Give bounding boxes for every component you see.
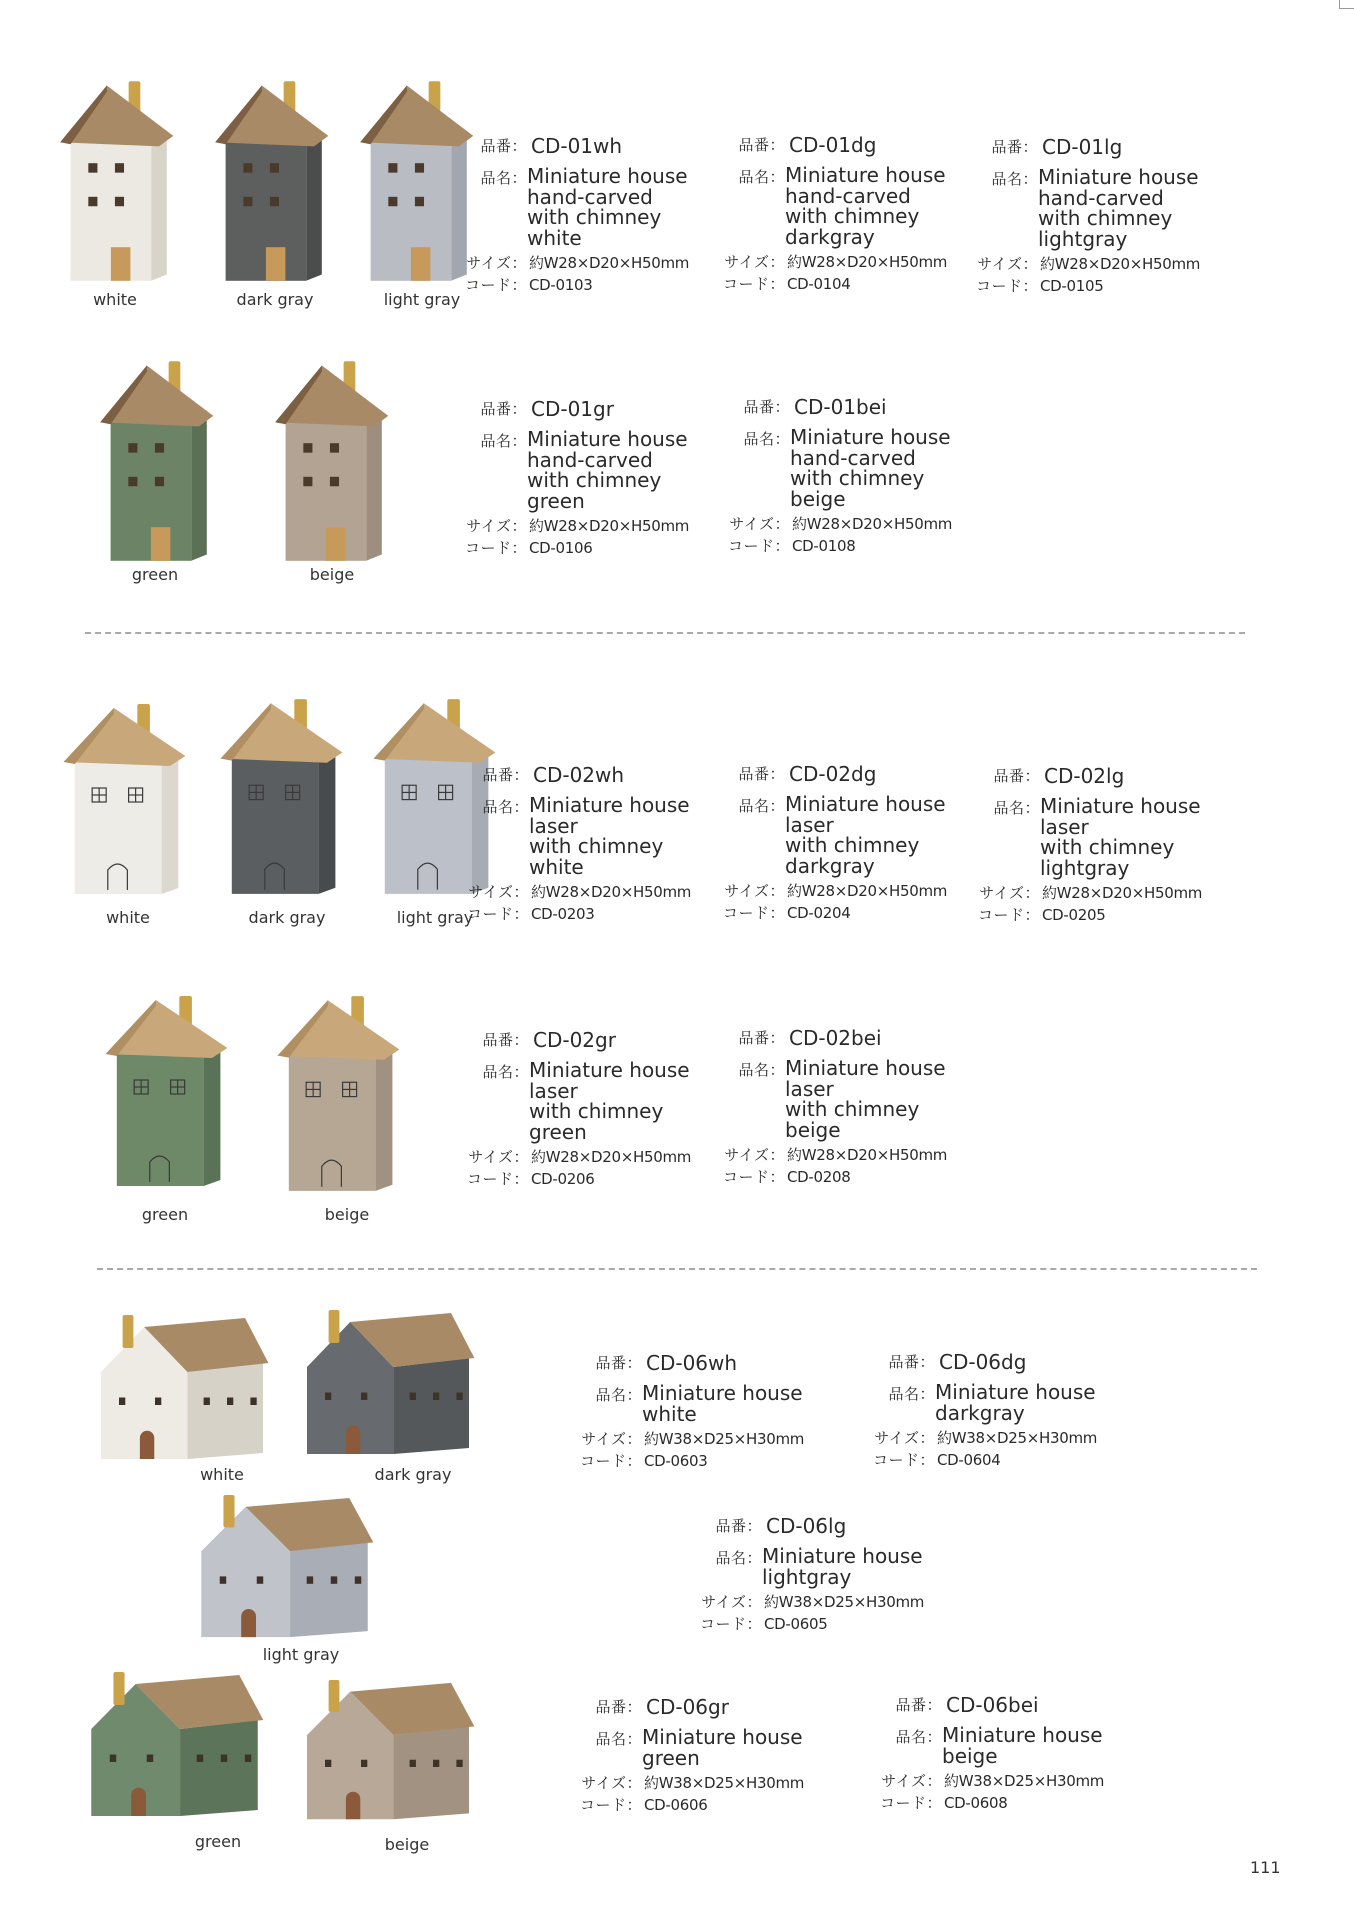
product-cd06wh xyxy=(579,1350,805,1472)
product-name-label: 品名： xyxy=(480,432,527,450)
product-number: CD-02lg xyxy=(1044,764,1125,788)
product-size-label: サイズ： xyxy=(874,1429,935,1447)
product-cd02bei xyxy=(722,1025,948,1188)
product-size: 約W28×D20×H50mm xyxy=(1040,255,1201,273)
product-name-label: 品名： xyxy=(595,1730,642,1748)
product-number: CD-02dg xyxy=(789,762,877,786)
product-code-label: コード： xyxy=(722,275,785,293)
product-size: 約W28×D20×H50mm xyxy=(787,882,948,900)
product-name-line: darkgray xyxy=(785,853,875,878)
product-name-label: 品名： xyxy=(595,1386,642,1404)
product-name-label: 品名： xyxy=(738,1061,785,1079)
swatch-caption-beige: beige xyxy=(384,1835,430,1854)
product-name-line: hand-carved xyxy=(790,445,916,470)
product-size: 約W28×D20×H50mm xyxy=(787,1146,948,1164)
house-photo-cd01gr xyxy=(95,355,225,565)
product-cd01bei xyxy=(727,394,953,557)
product-code: CD-0604 xyxy=(937,1451,1001,1469)
product-number-label: 品番： xyxy=(715,1517,762,1535)
product-name-line: darkgray xyxy=(785,224,875,249)
product-cd01gr xyxy=(464,396,690,559)
product-name-line: hand-carved xyxy=(527,447,653,472)
product-number: CD-01gr xyxy=(531,397,614,421)
product-code: CD-0606 xyxy=(644,1796,708,1814)
product-code: CD-0206 xyxy=(531,1170,595,1188)
product-name-line: green xyxy=(642,1745,700,1770)
product-code-label: コード： xyxy=(975,277,1038,295)
product-cd01wh xyxy=(464,133,690,296)
swatch-caption-white: white xyxy=(200,1465,244,1484)
product-name-line: green xyxy=(529,1119,587,1144)
product-name-line: laser xyxy=(785,1076,834,1101)
crop-mark xyxy=(1339,0,1354,9)
product-number: CD-01wh xyxy=(531,134,623,158)
product-size-label: サイズ： xyxy=(466,517,527,535)
house-photo-cd06wh xyxy=(92,1315,272,1465)
product-name-line: Miniature house xyxy=(1040,794,1201,818)
swatch-caption-white: white xyxy=(93,290,137,309)
product-size: 約W28×D20×H50mm xyxy=(787,253,948,271)
swatch-caption-white: white xyxy=(106,908,150,927)
product-number: CD-06bei xyxy=(946,1693,1039,1717)
product-name-line: with chimney xyxy=(1040,835,1175,859)
product-size-label: サイズ： xyxy=(724,253,785,271)
product-name-line: white xyxy=(527,225,582,250)
swatch-caption-beige: beige xyxy=(309,565,355,584)
product-size-label: サイズ： xyxy=(729,515,790,533)
product-number-label: 品番： xyxy=(991,138,1038,156)
product-name-line: white xyxy=(529,854,584,879)
product-name-line: laser xyxy=(529,813,578,838)
house-photo-cd02wh xyxy=(58,698,198,898)
product-number-label: 品番： xyxy=(738,136,785,154)
product-number-label: 品番： xyxy=(895,1696,942,1714)
product-code-label: コード： xyxy=(722,1168,785,1186)
product-name-line: Miniature house xyxy=(935,1380,1096,1404)
product-code-label: コード： xyxy=(872,1451,935,1469)
product-name-line: lightgray xyxy=(762,1564,852,1589)
product-number-label: 品番： xyxy=(738,765,785,783)
product-number-label: 品番： xyxy=(480,137,527,155)
product-number-label: 品番： xyxy=(482,1031,529,1049)
swatch-caption-beige: beige xyxy=(324,1205,370,1224)
product-size-label: サイズ： xyxy=(701,1593,762,1611)
swatch-caption-dark-gray: dark gray xyxy=(248,908,326,927)
product-code-label: コード： xyxy=(464,539,527,557)
product-name-line: darkgray xyxy=(935,1400,1025,1425)
product-size: 約W28×D20×H50mm xyxy=(531,883,692,901)
product-code: CD-0208 xyxy=(787,1168,851,1186)
swatch-caption-light-gray: light gray xyxy=(396,908,474,927)
product-code: CD-0203 xyxy=(531,905,595,923)
page-number: 111 xyxy=(1250,1858,1281,1877)
product-number-label: 品番： xyxy=(738,1029,785,1047)
product-cd02lg xyxy=(977,763,1203,926)
product-name-line: with chimney xyxy=(1038,206,1173,230)
product-number-label: 品番： xyxy=(595,1698,642,1716)
product-name-label: 品名： xyxy=(738,797,785,815)
product-number-label: 品番： xyxy=(595,1354,642,1372)
product-code: CD-0106 xyxy=(529,539,593,557)
product-name-line: Miniature house xyxy=(529,1058,690,1082)
product-size-label: サイズ： xyxy=(979,884,1040,902)
product-number: CD-02gr xyxy=(533,1028,616,1052)
product-cd02wh xyxy=(466,762,692,925)
product-code-label: コード： xyxy=(727,537,790,555)
product-code-label: コード： xyxy=(879,1794,942,1812)
section-divider xyxy=(85,632,1245,634)
product-size: 約W28×D20×H50mm xyxy=(792,515,953,533)
product-name-line: Miniature house xyxy=(529,793,690,817)
product-name-line: Miniature house xyxy=(785,163,946,187)
product-size-label: サイズ： xyxy=(977,255,1038,273)
product-code: CD-0103 xyxy=(529,276,593,294)
product-name-line: Miniature house xyxy=(942,1723,1103,1747)
product-code-label: コード： xyxy=(699,1615,762,1633)
product-name-line: with chimney xyxy=(529,1099,664,1123)
product-name-line: Miniature house xyxy=(785,792,946,816)
house-photo-cd01wh xyxy=(55,75,185,285)
product-name-line: laser xyxy=(785,812,834,837)
product-name-line: white xyxy=(642,1401,697,1426)
house-photo-cd02lg xyxy=(368,693,508,898)
product-name-line: beige xyxy=(790,486,846,511)
product-size: 約W38×D25×H30mm xyxy=(944,1772,1105,1790)
product-code: CD-0108 xyxy=(792,537,856,555)
product-size: 約W28×D20×H50mm xyxy=(531,1148,692,1166)
product-size: 約W38×D25×H30mm xyxy=(764,1593,925,1611)
product-name-line: hand-carved xyxy=(1038,185,1164,210)
product-number-label: 品番： xyxy=(743,398,790,416)
product-code-label: コード： xyxy=(579,1796,642,1814)
product-name-line: with chimney xyxy=(527,205,662,229)
product-name-label: 品名： xyxy=(715,1549,762,1567)
product-name-line: Miniature house xyxy=(527,164,688,188)
product-name-label: 品名： xyxy=(991,170,1038,188)
product-code-label: コード： xyxy=(579,1452,642,1470)
product-name-line: Miniature house xyxy=(790,425,951,449)
house-photo-cd02bei xyxy=(272,990,412,1195)
product-name-line: beige xyxy=(942,1743,998,1768)
house-photo-cd02dg xyxy=(215,693,355,898)
swatch-caption-light-gray: light gray xyxy=(262,1645,340,1664)
product-number: CD-01bei xyxy=(794,395,887,419)
product-size-label: サイズ： xyxy=(466,254,527,272)
product-code: CD-0105 xyxy=(1040,277,1104,295)
product-number: CD-06gr xyxy=(646,1695,729,1719)
product-name-line: laser xyxy=(529,1078,578,1103)
product-code: CD-0608 xyxy=(944,1794,1008,1812)
house-photo-cd06gr xyxy=(82,1672,267,1822)
house-photo-cd06lg xyxy=(192,1495,377,1643)
product-cd06bei xyxy=(879,1692,1105,1814)
product-name-line: with chimney xyxy=(529,834,664,858)
product-size: 約W28×D20×H50mm xyxy=(529,517,690,535)
product-name-label: 品名： xyxy=(738,168,785,186)
house-photo-cd06bei xyxy=(298,1680,478,1825)
product-number-label: 品番： xyxy=(993,767,1040,785)
product-size-label: サイズ： xyxy=(581,1774,642,1792)
product-name-line: with chimney xyxy=(785,1097,920,1121)
product-size: 約W28×D20×H50mm xyxy=(1042,884,1203,902)
product-code-label: コード： xyxy=(466,905,529,923)
product-size-label: サイズ： xyxy=(468,1148,529,1166)
house-photo-cd02gr xyxy=(100,990,240,1190)
product-cd06lg xyxy=(699,1513,925,1635)
product-code: CD-0605 xyxy=(764,1615,828,1633)
product-code: CD-0603 xyxy=(644,1452,708,1470)
house-photo-cd01bei xyxy=(270,355,400,565)
product-name-line: with chimney xyxy=(785,204,920,228)
product-number-label: 品番： xyxy=(888,1353,935,1371)
product-name-line: hand-carved xyxy=(785,183,911,208)
product-name-label: 品名： xyxy=(888,1385,935,1403)
product-number: CD-06lg xyxy=(766,1514,847,1538)
product-name-label: 品名： xyxy=(993,799,1040,817)
section-divider xyxy=(97,1268,1257,1270)
product-size-label: サイズ： xyxy=(468,883,529,901)
product-cd06gr xyxy=(579,1694,805,1816)
product-name-line: Miniature house xyxy=(785,1056,946,1080)
house-photo-cd06dg xyxy=(298,1310,478,1460)
product-name-label: 品名： xyxy=(482,1063,529,1081)
product-code: CD-0104 xyxy=(787,275,851,293)
product-name-line: lightgray xyxy=(1038,226,1128,251)
product-name-line: with chimney xyxy=(527,468,662,492)
product-number: CD-06dg xyxy=(939,1350,1027,1374)
product-code: CD-0205 xyxy=(1042,906,1106,924)
product-number-label: 品番： xyxy=(480,400,527,418)
swatch-caption-green: green xyxy=(194,1832,242,1851)
swatch-caption-dark-gray: dark gray xyxy=(374,1465,452,1484)
product-name-label: 品名： xyxy=(480,169,527,187)
product-name-line: Miniature house xyxy=(762,1544,923,1568)
product-code: CD-0204 xyxy=(787,904,851,922)
product-name-line: lightgray xyxy=(1040,855,1130,880)
product-cd06dg xyxy=(872,1349,1098,1471)
product-code-label: コード： xyxy=(466,1170,529,1188)
product-number: CD-06wh xyxy=(646,1351,738,1375)
product-code-label: コード： xyxy=(977,906,1040,924)
product-name-label: 品名： xyxy=(482,798,529,816)
product-name-line: hand-carved xyxy=(527,184,653,209)
product-number-label: 品番： xyxy=(482,766,529,784)
product-size-label: サイズ： xyxy=(581,1430,642,1448)
product-number: CD-02wh xyxy=(533,763,625,787)
product-size: 約W38×D25×H30mm xyxy=(644,1430,805,1448)
product-cd01lg xyxy=(975,134,1201,297)
swatch-caption-dark-gray: dark gray xyxy=(236,290,314,309)
product-code-label: コード： xyxy=(722,904,785,922)
product-size-label: サイズ： xyxy=(724,882,785,900)
product-name-line: Miniature house xyxy=(1038,165,1199,189)
product-cd02dg xyxy=(722,761,948,924)
swatch-caption-green: green xyxy=(141,1205,189,1224)
product-size: 約W28×D20×H50mm xyxy=(529,254,690,272)
swatch-caption-light-gray: light gray xyxy=(383,290,461,309)
product-name-line: Miniature house xyxy=(527,427,688,451)
product-size: 約W38×D25×H30mm xyxy=(644,1774,805,1792)
product-cd02gr xyxy=(466,1027,692,1190)
product-size-label: サイズ： xyxy=(724,1146,785,1164)
house-photo-cd01dg xyxy=(210,75,340,285)
product-name-line: Miniature house xyxy=(642,1381,803,1405)
product-number: CD-01lg xyxy=(1042,135,1123,159)
product-name-line: with chimney xyxy=(790,466,925,490)
swatch-caption-green: green xyxy=(131,565,179,584)
product-name-label: 品名： xyxy=(895,1728,942,1746)
product-name-label: 品名： xyxy=(743,430,790,448)
product-name-line: green xyxy=(527,488,585,513)
product-name-line: Miniature house xyxy=(642,1725,803,1749)
product-number: CD-02bei xyxy=(789,1026,882,1050)
product-code-label: コード： xyxy=(464,276,527,294)
product-name-line: laser xyxy=(1040,814,1089,839)
product-name-line: beige xyxy=(785,1117,841,1142)
product-cd01dg xyxy=(722,132,948,295)
product-number: CD-01dg xyxy=(789,133,877,157)
product-size: 約W38×D25×H30mm xyxy=(937,1429,1098,1447)
product-size-label: サイズ： xyxy=(881,1772,942,1790)
product-name-line: with chimney xyxy=(785,833,920,857)
